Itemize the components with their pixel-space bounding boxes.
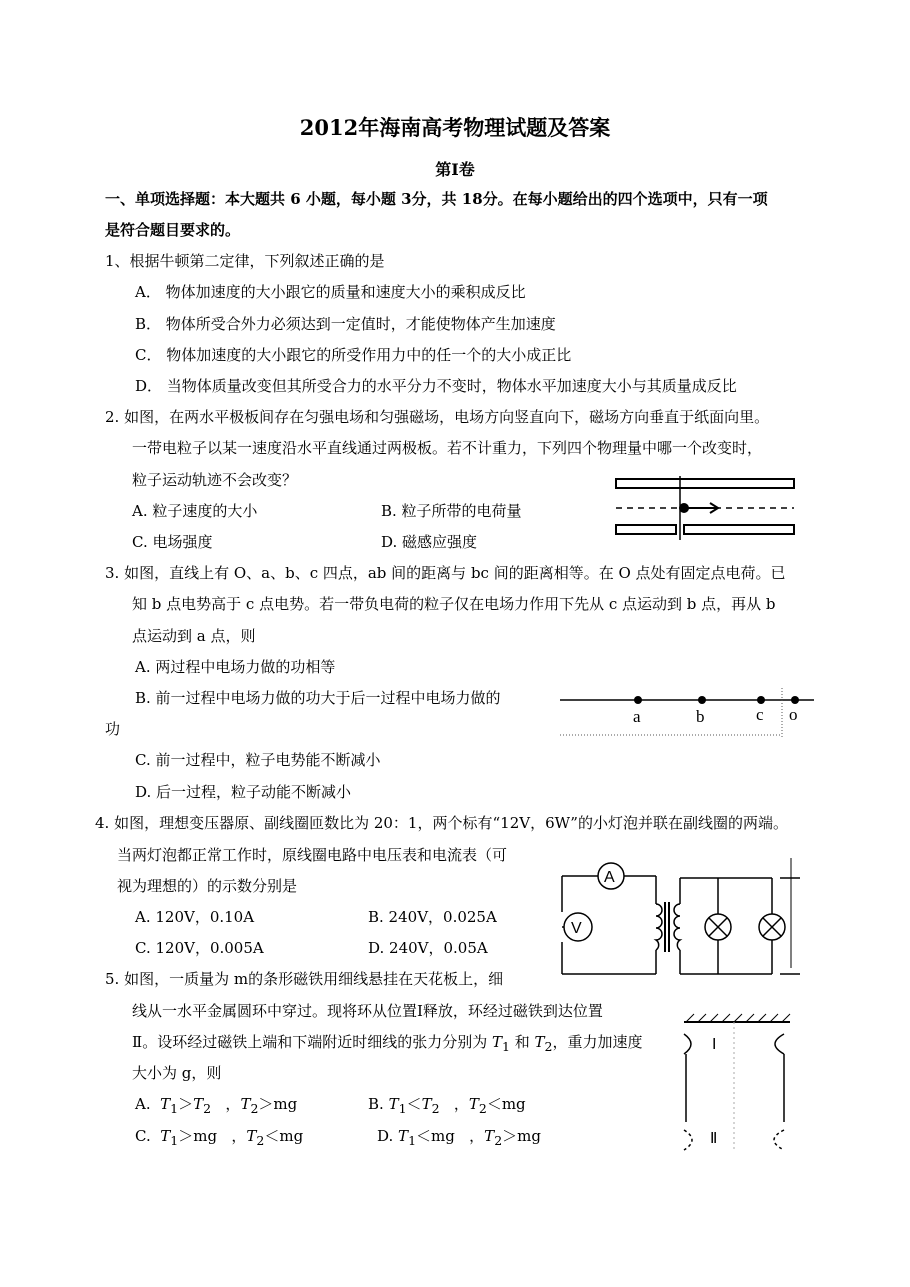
q5-option-a: A. $T_1>T_2$ ，$T_2>mg$	[135, 1095, 298, 1116]
q4-option-d: D. 240V，0.05A	[368, 939, 488, 957]
position-2-label: Ⅱ	[710, 1131, 718, 1147]
volume-heading: 第Ⅰ卷	[435, 160, 475, 179]
q4-option-b: B. 240V，0.025A	[368, 908, 497, 926]
section-heading-line1: 一、单项选择题：本大题共 6 小题，每小题 3分，共 18分。在每小题给出的四个选项中，只有一项	[105, 190, 768, 208]
q2-option-a: A. 粒子速度的大小	[132, 502, 258, 520]
q2-option-d: D. 磁感应强度	[381, 533, 478, 551]
q3-option-c: C. 前一过程中，粒子电势能不断减小	[135, 751, 381, 769]
q3-stem-line2: 知 b 点电势高于 c 点电势。若一带负电荷的粒子仅在电场力作用下先从 c 点运动到 b 点，再从 b	[132, 595, 776, 613]
q2-plates-figure	[612, 476, 802, 546]
q5-stem-line1: 5. 如图，一质量为 m的条形磁铁用细线悬挂在天花板上，细	[105, 970, 504, 988]
q4-stem-line3: 视为理想的）的示数分别是	[117, 877, 298, 895]
q3-option-a: A. 两过程中电场力做的功相等	[135, 658, 336, 676]
q3-stem-line1: 3. 如图，直线上有 O、a、b、c 四点，ab 间的距离与 bc 间的距离相等。在 O 点处有固定点电荷。已	[105, 564, 786, 582]
q3-option-d: D. 后一过程，粒子动能不断减小	[135, 783, 352, 801]
page-title: 2012年海南高考物理试题及答案	[299, 115, 611, 140]
point-c-label: c	[756, 705, 764, 724]
q3-stem-line3: 点运动到 a 点，则	[132, 627, 256, 645]
q2-stem-line1: 2. 如图，在两水平极板间存在匀强电场和匀强磁场，电场方向竖直向下，磁场方向垂直于纸面向里。	[105, 408, 770, 426]
q4-option-a: A. 120V，0.10A	[135, 908, 255, 926]
q5-option-b: B. $T_1<T_2$ ，$T_2<mg$	[368, 1095, 526, 1116]
q4-transformer-figure	[558, 858, 808, 978]
q4-stem-line1: 4. 如图，理想变压器原、副线圈匝数比为 20：1，两个标有“12V，6W”的小灯泡并联在副线圈的两端。	[95, 814, 788, 832]
position-1-label: Ⅰ	[712, 1037, 717, 1053]
q4-option-c: C. 120V，0.005A	[135, 939, 264, 957]
q1-option-b: B． 物体所受合外力必须达到一定值时，才能使物体产生加速度	[135, 315, 556, 333]
q1-option-c: C． 物体加速度的大小跟它的所受作用力中的任一个的大小成正比	[135, 346, 572, 364]
q1-option-d: D． 当物体质量改变但其所受合力的水平分力不变时，物体水平加速度大小与其质量成反比	[135, 377, 737, 395]
q5-stem-line2: 线从一水平金属圆环中穿过。现将环从位置Ⅰ释放，环经过磁铁到达位置	[132, 1002, 603, 1020]
q5-stem-line3: Ⅱ。设环经过磁铁上端和下端附近时细线的张力分别为 $T_1$ 和 $T_2$，重力加速度	[132, 1033, 643, 1054]
q4-stem-line2: 当两灯泡都正常工作时，原线圈电路中电压表和电流表（可	[117, 846, 508, 864]
q2-option-b: B. 粒子所带的电荷量	[381, 502, 522, 520]
point-a-label: a	[633, 707, 641, 726]
q5-option-c: C. $T_1>mg$ ，$T_2<mg$	[135, 1127, 304, 1148]
q2-option-c: C. 电场强度	[132, 533, 213, 551]
voltmeter-label: V	[571, 920, 582, 937]
q1-option-a: A． 物体加速度的大小跟它的质量和速度大小的乘积成反比	[135, 283, 526, 301]
point-o-label: o	[789, 705, 798, 724]
ammeter-label: A	[604, 869, 615, 886]
q5-stem-line4: 大小为 g，则	[132, 1064, 222, 1082]
q2-stem-line3: 粒子运动轨迹不会改变？	[132, 471, 298, 489]
q3-option-b: B. 前一过程中电场力做的功大于后一过程中电场力做的	[135, 689, 501, 707]
q3-option-b-continued: 功	[105, 720, 121, 738]
point-b-label: b	[696, 707, 705, 726]
section-heading-line2: 是符合题目要求的。	[105, 221, 241, 239]
q2-stem-line2: 一带电粒子以某一速度沿水平直线通过两极板。若不计重力，下列四个物理量中哪一个改变时，	[132, 439, 763, 457]
q5-option-d: D. $T_1<mg$ ，$T_2>mg$	[377, 1127, 541, 1148]
q3-points-figure	[558, 688, 818, 748]
q5-magnet-figure	[678, 1012, 798, 1157]
q1-stem: 1、根据牛顿第二定律，下列叙述正确的是	[105, 252, 385, 270]
